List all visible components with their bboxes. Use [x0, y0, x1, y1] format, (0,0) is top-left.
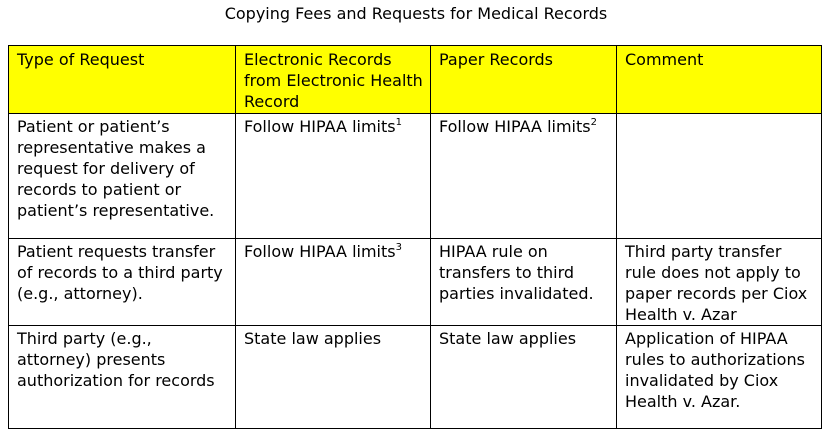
cell-comment: Third party transfer rule does not apply to paper records per Ciox Health v. Azar — [617, 239, 822, 326]
page-title: Copying Fees and Requests for Medical Records — [224, 4, 608, 23]
cell-electronic — [236, 239, 431, 326]
cell-type: Patient requests transfer of records to a third party (e.g., attorney). — [9, 239, 236, 326]
header-electronic-records: Electronic Records from Electronic Health Record — [236, 46, 431, 114]
cell-comment — [617, 114, 822, 239]
footnote-marker: 2 — [590, 116, 597, 128]
cell-text: Follow HIPAA limits — [244, 117, 396, 136]
cell-text: Follow HIPAA limits — [439, 117, 591, 136]
cell-electronic — [236, 114, 431, 239]
table-row — [9, 326, 822, 429]
cell-paper: State law applies — [431, 326, 617, 429]
footnote-marker: 1 — [395, 116, 402, 128]
header-paper-records: Paper Records — [431, 46, 617, 114]
cell-type: Third party (e.g., attorney) presents authorization for records — [9, 326, 236, 429]
table-row — [9, 239, 822, 326]
cell-text: Follow HIPAA limits — [244, 242, 396, 261]
medical-records-fees-table — [8, 45, 822, 429]
cell-comment: Application of HIPAA rules to authorizations invalidated by Ciox Health v. Azar. — [617, 326, 822, 429]
header-comment: Comment — [617, 46, 822, 114]
cell-paper: HIPAA rule on transfers to third parties invalidated. — [431, 239, 617, 326]
cell-type: Patient or patient’s representative makes a request for delivery of records to patient or patient’s representative. — [9, 114, 236, 239]
cell-electronic: State law applies — [236, 326, 431, 429]
cell-paper — [431, 114, 617, 239]
footnote-marker: 3 — [395, 241, 402, 253]
table-header-row — [9, 46, 822, 114]
table-row — [9, 114, 822, 239]
header-type-of-request: Type of Request — [9, 46, 236, 114]
